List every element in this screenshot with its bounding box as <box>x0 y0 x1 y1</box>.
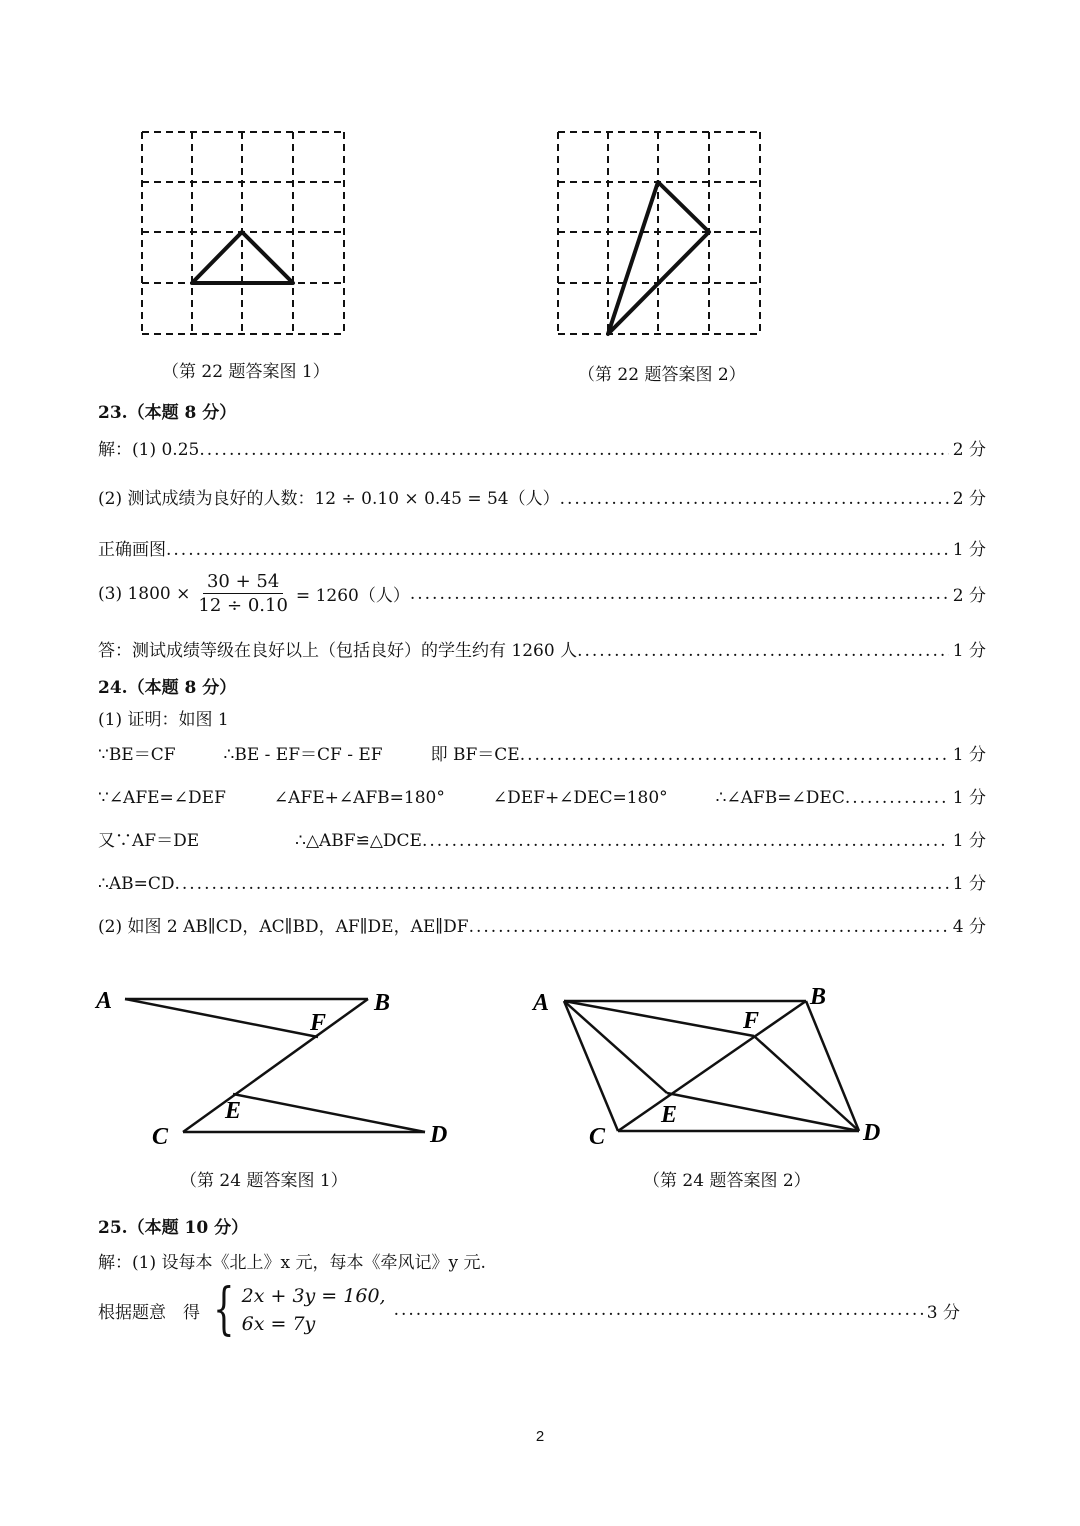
page-number: 2 <box>535 1428 545 1445</box>
q23-heading: 23.（本题 8 分） <box>98 403 237 423</box>
score: 2 分 <box>952 489 986 509</box>
q25-line-2: 根据题意 得 { 2x + 3y = 160, 6x = 7y ..... 3 分 <box>98 1282 960 1338</box>
figure-22-2 <box>546 120 776 350</box>
score: 1 分 <box>952 874 986 894</box>
point-b-label: B <box>810 984 827 1010</box>
q23-line-3: 正确画图 ..... 1 分 <box>98 535 986 560</box>
score: 1 分 <box>952 831 986 851</box>
score: 4 分 <box>952 917 986 937</box>
q24-line-3: 又∵AF＝DE ∴△ABF≌△DCE ..... 1 分 <box>98 826 986 851</box>
point-d-label: D <box>863 1120 881 1146</box>
q25-heading: 25.（本题 10 分） <box>98 1218 249 1238</box>
q25-line-1: 解：(1) 设每本《北上》x 元，每本《牵风记》y 元. <box>98 1253 486 1273</box>
score: 1 分 <box>952 745 986 765</box>
score: 1 分 <box>952 788 986 808</box>
point-c-label: C <box>589 1124 606 1150</box>
point-f-label: F <box>743 1008 760 1034</box>
fraction: $\frac{30 + 54}{12 \div 0.10}$ <box>198 571 288 616</box>
q23-line-1: 解：(1) 0.25 ..... 2 分 <box>98 435 986 460</box>
point-b-label: B <box>374 990 391 1016</box>
point-a-label: A <box>533 990 550 1016</box>
point-c-label: C <box>152 1124 169 1150</box>
figure-22-1-caption: （第 22 题答案图 1） <box>162 362 330 382</box>
figure-22-1 <box>130 120 360 350</box>
q24-line-5: (2) 如图 2 AB∥CD，AC∥BD，AF∥DE，AE∥DF ..... 4 分 <box>98 912 986 937</box>
point-e-label: E <box>225 1098 242 1124</box>
q23-line-2: (2) 测试成绩为良好的人数：12 ÷ 0.10 × 0.45 = 54（人） ..... 2 分 <box>98 484 986 509</box>
equation-2: 6x = 7y <box>241 1313 316 1335</box>
score: 2 分 <box>952 440 986 460</box>
figure-24-1 <box>90 978 470 1158</box>
point-a-label: A <box>96 988 113 1014</box>
q24-line-1: ∵BE＝CF ∴BE - EF＝CF - EF 即 BF＝CE ..... 1 分 <box>98 740 986 765</box>
q24-line-4: ∴AB=CD ..... 1 分 <box>98 869 986 894</box>
equation-1: 2x + 3y = 160, <box>241 1285 386 1307</box>
q24-line-2: ∵∠AFE=∠DEF ∠AFE+∠AFB=180° ∠DEF+∠DEC=180° ∴∠AFB=∠DEC ..... 1 分 <box>98 783 986 808</box>
point-d-label: D <box>430 1122 448 1148</box>
point-e-label: E <box>661 1102 678 1128</box>
q24-heading: 24.（本题 8 分） <box>98 678 237 698</box>
figure-24-1-caption: （第 24 题答案图 1） <box>180 1171 348 1191</box>
figure-24-2-caption: （第 24 题答案图 2） <box>643 1171 811 1191</box>
point-f-label: F <box>310 1010 327 1036</box>
figure-22-2-caption: （第 22 题答案图 2） <box>578 365 746 385</box>
score: 1 分 <box>952 641 986 661</box>
score: 2 分 <box>952 586 986 606</box>
left-brace: { <box>213 1277 235 1342</box>
score: 1 分 <box>952 540 986 560</box>
equation-system <box>206 1277 386 1342</box>
score: 3 分 <box>926 1302 960 1323</box>
q23-line-4: (3) 1800 × $\frac{30 + 54}{12 \div 0.10}$ = 1260（人） ..... 2 分 <box>98 571 986 616</box>
figure-24-2 <box>525 978 905 1158</box>
q23-line-5: 答：测试成绩等级在良好以上（包括良好）的学生约有 1260 人 ..... 1 分 <box>98 636 986 661</box>
q24-intro: (1) 证明：如图 1 <box>98 710 229 730</box>
